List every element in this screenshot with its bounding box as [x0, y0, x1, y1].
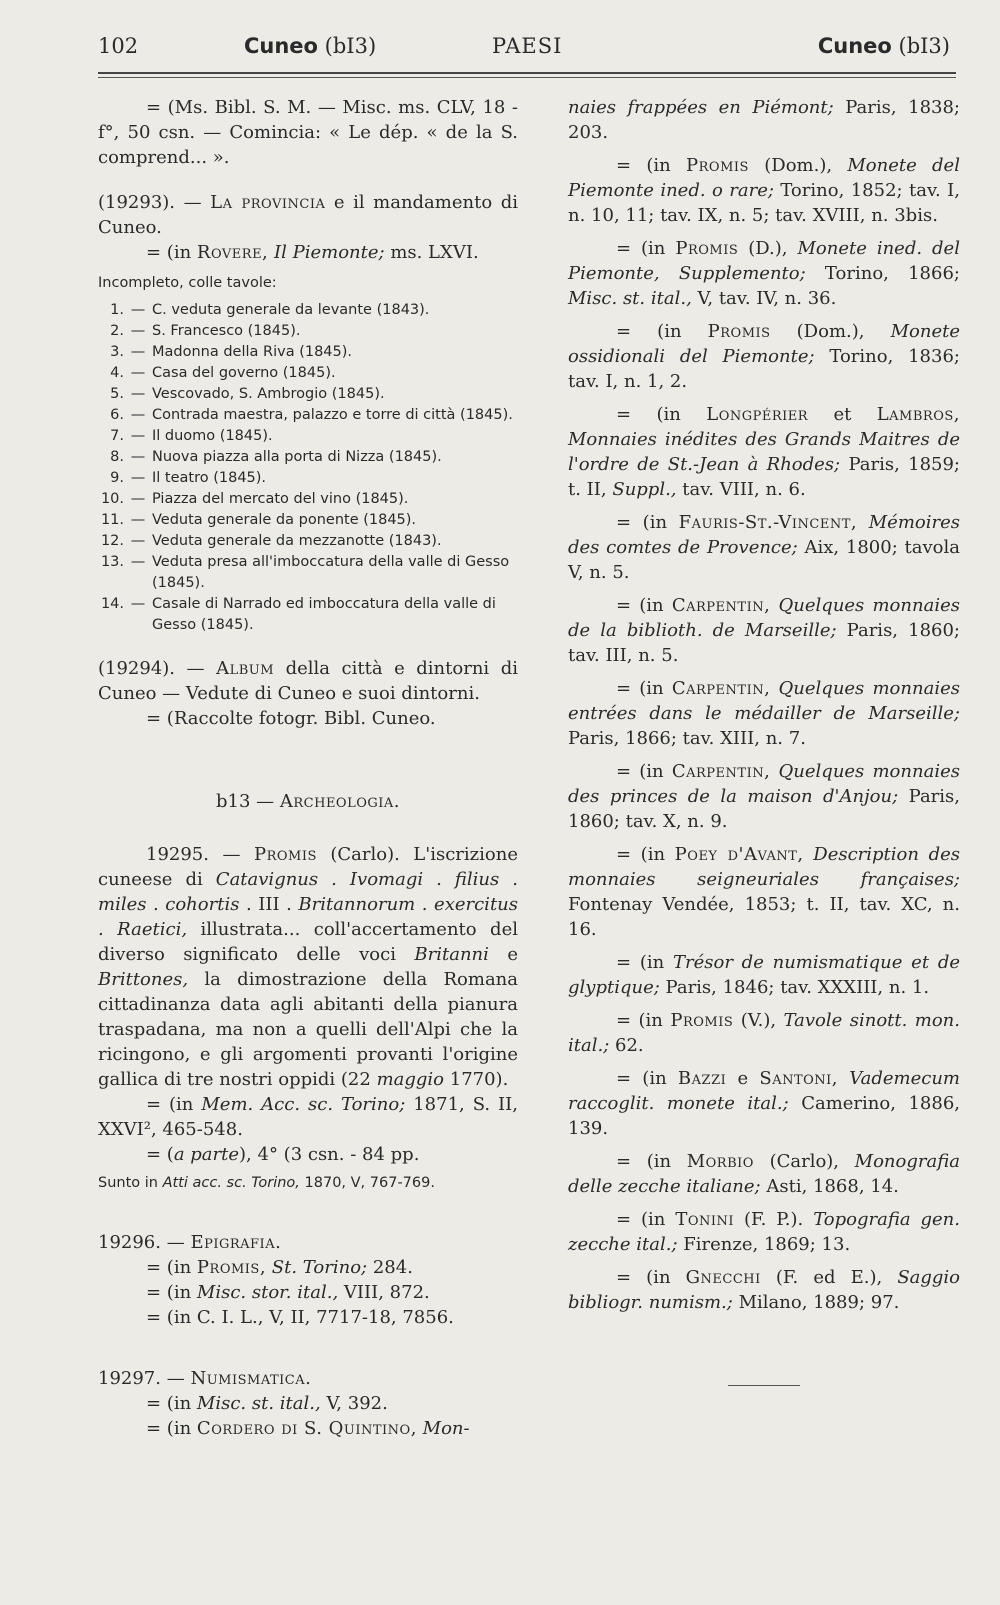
ref-title: Trésor de numismatique et de glyptique;	[568, 952, 960, 998]
ref-title: Saggio bibliogr. numism.;	[568, 1267, 961, 1313]
ref-prefix: = (in	[616, 404, 681, 425]
plate-number: 13.	[100, 554, 124, 570]
plate-dash: —	[130, 533, 146, 549]
header-right-code: (bI3)	[898, 34, 950, 58]
conjunction: e	[507, 944, 518, 965]
ref-initials: (Carlo),	[769, 1151, 840, 1172]
plate-title: Nuova piazza alla porta di Nizza (1845).	[152, 449, 442, 465]
plate-title: S. Francesco (1845).	[152, 323, 301, 339]
term-britanni: Britanni	[414, 944, 489, 965]
ref-prefix: = (in	[146, 1257, 192, 1278]
ref-title: Monete ossidionali del Piemonte;	[568, 321, 960, 367]
plate-item	[98, 531, 518, 552]
ref-initials: (F. P.).	[743, 1209, 804, 1230]
ref-suffix-2: V, tav. IV, n. 36.	[697, 288, 837, 309]
ref-prefix: = (	[146, 1144, 174, 1165]
ref-author: Rovere,	[196, 242, 269, 263]
entry-number: (19294). —	[98, 658, 205, 679]
ref-prefix: = (in	[616, 1010, 663, 1031]
entry-reference	[98, 1391, 518, 1416]
end-divider	[728, 1385, 800, 1386]
term-brittones: Brittones,	[98, 969, 189, 990]
ref-author: Promis,	[196, 1257, 267, 1278]
ref-prefix: = (in	[146, 242, 192, 263]
sunto-prefix: Sunto in	[98, 1175, 158, 1191]
continued-reference	[568, 95, 960, 145]
ref-suffix-2: tav. VIII, n. 6.	[682, 479, 806, 500]
ref-prefix: = (in	[616, 595, 664, 616]
plate-dash: —	[130, 302, 146, 318]
ref-prefix: = (in	[146, 1282, 192, 1303]
entry-19296	[98, 1230, 518, 1330]
entry-reference	[98, 1255, 518, 1280]
plate-dash: —	[130, 596, 146, 612]
left-column	[98, 95, 518, 1441]
plate-item	[98, 342, 518, 363]
entry-19293	[98, 190, 518, 636]
ref-suffix: Paris, 1866; tav. XIII, n. 7.	[568, 728, 806, 749]
plate-number: 3.	[110, 344, 124, 360]
ref-prefix: = (in	[616, 1209, 666, 1230]
plate-list	[98, 300, 518, 636]
entry-number: 19297. —	[98, 1368, 185, 1389]
plate-item	[98, 405, 518, 426]
ref-prefix: = (in	[616, 1151, 672, 1172]
entry-19294	[98, 656, 518, 731]
plate-item	[98, 594, 518, 636]
entry-number: 19296. —	[98, 1232, 185, 1253]
entry-heading	[98, 656, 518, 706]
header-left-place: Cuneo	[244, 34, 318, 58]
ref-suffix: 284.	[372, 1257, 413, 1278]
ref-suffix: 1871, S. II, XXVI², 465-548.	[98, 1094, 518, 1140]
entry-text: della città e dintorni di Cuneo — Vedute di Cuneo e suoi dintorni.	[98, 658, 518, 704]
entry-text: e il mandamento di Cuneo.	[98, 192, 518, 238]
ref-title: Description des monnaies seigneuriales françaises;	[568, 844, 960, 890]
ref-prefix: = (in	[146, 1393, 192, 1414]
entry-text-2: illustrata... coll'accertamento del diverso significato delle voci	[98, 919, 518, 965]
reference-fauris	[568, 510, 960, 585]
ref-prefix: = (in	[616, 761, 664, 782]
ref-suffix: Aix, 1800; tavola V, n. 5.	[568, 537, 960, 583]
sunto-title: Atti acc. sc. Torino,	[162, 1175, 300, 1191]
ref-title: Misc. stor. ital.,	[196, 1282, 339, 1303]
plate-number: 9.	[110, 470, 124, 486]
ref-prefix: = (in	[146, 1418, 192, 1439]
ref-suffix: ), 4° (3 csn. - 84 pp.	[239, 1144, 420, 1165]
entry-reference-2	[98, 1416, 518, 1441]
plate-number: 14.	[100, 596, 124, 612]
plate-item	[98, 426, 518, 447]
ref-prefix: = (in	[616, 238, 666, 259]
ref-title: Mem. Acc. sc. Torino;	[201, 1094, 406, 1115]
plate-title: Piazza del mercato del vino (1845).	[152, 491, 409, 507]
plate-dash: —	[130, 323, 146, 339]
entry-author: Promis	[253, 844, 317, 865]
ref-suffix: ms. LXVI.	[390, 242, 479, 263]
plate-title: Il teatro (1845).	[152, 470, 267, 486]
ref-suffix: Camerino, 1886, 139.	[568, 1093, 960, 1139]
plate-item	[98, 300, 518, 321]
entry-heading	[98, 190, 518, 240]
plate-number: 10.	[100, 491, 124, 507]
ref-author: Morbio	[686, 1151, 754, 1172]
plate-item	[98, 447, 518, 468]
plate-title: Casale di Narrado ed imboccatura della valle di Gesso (1845).	[152, 596, 496, 633]
ref-prefix: = (in	[616, 1267, 671, 1288]
running-header	[98, 34, 950, 74]
ref-title: Quelques monnaies entrées dans le médailler de Marseille;	[568, 678, 960, 724]
entry-reference-2	[98, 1280, 518, 1305]
entry-number: (19293). —	[98, 192, 202, 213]
ref-author: Tonini	[675, 1209, 735, 1230]
ref-title: Monete del Piemonte ined. o rare;	[568, 155, 960, 201]
ref-title: Quelques monnaies des princes de la maison d'Anjou;	[568, 761, 960, 807]
plate-number: 11.	[100, 512, 124, 528]
ref-prefix: = (in	[616, 844, 666, 865]
ref-title: Mon-	[422, 1418, 470, 1439]
reference-poey	[568, 842, 960, 942]
ref-suffix: Paris, 1846; tav. XXXIII, n. 1.	[665, 977, 930, 998]
reference-tresor	[568, 950, 960, 1000]
ref-author: Poey d'Avant,	[674, 844, 804, 865]
ref-author: Cordero di S. Quintino,	[196, 1418, 417, 1439]
right-column	[568, 95, 960, 1386]
header-rule	[98, 72, 956, 74]
ref-author: Gnecchi	[685, 1267, 761, 1288]
plate-title: Veduta presa all'imboccatura della valle di Gesso (1845).	[152, 554, 510, 591]
plate-title: Vescovado, S. Ambrogio (1845).	[152, 386, 385, 402]
reference-bazzi	[568, 1066, 960, 1141]
ref-initials: (D.),	[748, 238, 788, 259]
ref-title: Mémoires des comtes de Provence;	[568, 512, 960, 558]
plate-title: Contrada maestra, palazzo e torre di città (1845).	[152, 407, 513, 423]
plate-title: Veduta generale da mezzanotte (1843).	[152, 533, 442, 549]
reference-promis-1836	[568, 319, 960, 394]
plate-item	[98, 384, 518, 405]
ref-suffix: Paris, 1860; tav. X, n. 9.	[568, 786, 960, 832]
plate-title: Il duomo (1845).	[152, 428, 273, 444]
year: 1770).	[449, 1069, 509, 1090]
ref-suppl: Suppl.,	[612, 479, 677, 500]
header-left-code: (bI3)	[324, 34, 377, 58]
month: maggio	[376, 1069, 445, 1090]
plate-title: Veduta generale da ponente (1845).	[152, 512, 417, 528]
entry-text: (Carlo). L'iscrizione cuneese di	[98, 844, 518, 890]
ref-prefix: = (in	[616, 321, 682, 342]
ref-title: Topografia gen. zecche ital.;	[568, 1209, 960, 1255]
plate-number: 12.	[100, 533, 124, 549]
plate-title: Casa del governo (1845).	[152, 365, 336, 381]
ref-author-2: Lambros,	[876, 404, 960, 425]
ref-author: Promis	[707, 321, 771, 342]
ref-suffix: VIII, 872.	[343, 1282, 430, 1303]
ref-title: St. Torino;	[271, 1257, 368, 1278]
plate-item	[98, 321, 518, 342]
plate-dash: —	[130, 491, 146, 507]
ref-prefix: = (in	[616, 952, 665, 973]
reference-longperier	[568, 402, 960, 502]
ref-author: Promis	[675, 238, 739, 259]
entry-title: La provincia	[210, 192, 326, 213]
plate-item	[98, 552, 518, 594]
section-title: Archeologia.	[279, 791, 401, 812]
ref-author: Promis	[670, 1010, 734, 1031]
entry-reference	[98, 240, 518, 265]
ref-title: Misc. st. ital.,	[196, 1393, 321, 1414]
header-center: PAESI	[492, 34, 563, 58]
ref-initials: (Dom.),	[796, 321, 865, 342]
plate-dash: —	[130, 386, 146, 402]
ref-author: Fauris-St.-Vincent,	[678, 512, 858, 533]
plate-dash: —	[130, 344, 146, 360]
ref-prefix: = (in	[616, 155, 671, 176]
plate-number: 1.	[110, 302, 124, 318]
ref-title: Vademecum raccoglit. monete ital.;	[568, 1068, 960, 1114]
ref-author: Bazzi	[677, 1068, 727, 1089]
ref-title: Monografia delle zecche italiane;	[568, 1151, 960, 1197]
entry-19297	[98, 1366, 518, 1441]
entry-title: Numismatica.	[190, 1368, 312, 1389]
ref-author: Carpentin,	[671, 678, 771, 699]
header-rule-thin	[98, 77, 956, 78]
ref-prefix: = (in	[616, 1068, 667, 1089]
entry-title: Epigrafia.	[190, 1232, 282, 1253]
entry-reference	[98, 1092, 518, 1142]
reference-gnecchi	[568, 1265, 960, 1315]
entry-heading	[98, 1366, 518, 1391]
ref-author-2: Santoni,	[759, 1068, 839, 1089]
entry-number: 19295. —	[146, 844, 241, 865]
reference-carpentin-anjou	[568, 759, 960, 834]
plate-number: 7.	[110, 428, 124, 444]
ref-suffix: 62.	[615, 1035, 644, 1056]
inscription-mid: . III .	[246, 894, 292, 915]
ref-suffix: Torino, 1852; tav. I, n. 10, 11; tav. IX, n. 5; tav. XVIII, n. 3bis.	[568, 180, 960, 226]
plate-item	[98, 510, 518, 531]
ref-suffix: Firenze, 1869; 13.	[683, 1234, 851, 1255]
plate-dash: —	[130, 512, 146, 528]
ref-suffix: Fontenay Vendée, 1853; t. II, tav. XC, n. 16.	[568, 894, 960, 940]
ref-author: Carpentin,	[671, 595, 771, 616]
plate-title: C. veduta generale da levante (1843).	[152, 302, 430, 318]
reference-morbio	[568, 1149, 960, 1199]
section-code: b13 —	[215, 791, 275, 812]
entry-19295	[98, 842, 518, 1194]
reference-promis-v	[568, 1008, 960, 1058]
ref-title: Monnaies inédites des Grands Maitres de l'ordre de St.-Jean à Rhodes;	[568, 429, 960, 475]
plate-dash: —	[130, 449, 146, 465]
entry-sunto	[98, 1173, 518, 1194]
ref-suffix: Torino, 1836; tav. I, n. 1, 2.	[568, 346, 960, 392]
plate-dash: —	[130, 428, 146, 444]
ref-author: Carpentin,	[671, 761, 771, 782]
ref-title-2: Misc. st. ital.,	[568, 288, 692, 309]
entry-reference-2	[98, 1142, 518, 1167]
ref-initials: (V.),	[740, 1010, 777, 1031]
inscription-text: Catavignus . Ivomagi . filius . miles . cohortis	[98, 869, 518, 915]
conjunction: e	[737, 1068, 749, 1089]
ref-title: Tavole sinott. mon. ital.;	[568, 1010, 960, 1056]
reference-tonini	[568, 1207, 960, 1257]
ref-author: Longpérier	[706, 404, 809, 425]
header-left	[244, 34, 376, 58]
ref-title: Quelques monnaies de la biblioth. de Marseille;	[568, 595, 960, 641]
entry-reference-3: = (in C. I. L., V, II, 7717-18, 7856.	[146, 1307, 454, 1328]
ref-suffix: Paris, 1860; tav. III, n. 5.	[568, 620, 960, 666]
ref-initials: (F. ed E.),	[775, 1267, 883, 1288]
reference-promis-1852	[568, 153, 960, 228]
page-number: 102	[98, 34, 139, 58]
reference-promis-1866	[568, 236, 960, 311]
entry-reference: = (Raccolte fotogr. Bibl. Cuneo.	[146, 708, 436, 729]
inscription-text-2: Britannorum . exercitus . Raetici,	[98, 894, 519, 940]
entry-heading	[98, 842, 518, 1092]
ref-title: a parte	[173, 1144, 240, 1165]
section-heading	[98, 791, 518, 812]
ref-suffix: V, 392.	[326, 1393, 388, 1414]
plate-number: 2.	[110, 323, 124, 339]
reference-carpentin-1866	[568, 676, 960, 751]
sunto-suffix: 1870, V, 767-769.	[304, 1175, 435, 1191]
header-right	[818, 34, 950, 58]
ref-suffix: Paris, 1859; t. II,	[568, 454, 960, 500]
continued-entry: = (Ms. Bibl. S. M. — Misc. ms. CLV, 18 - f°, 50 csn. — Comincia: « Le dép. « de la S. comprend... ».	[98, 97, 518, 168]
plate-number: 6.	[110, 407, 124, 423]
entry-note: Incompleto, colle tavole:	[98, 275, 277, 291]
plate-number: 5.	[110, 386, 124, 402]
plate-item	[98, 363, 518, 384]
ref-title: Monete ined. del Piemonte, Supplemento;	[568, 238, 960, 284]
plate-title: Madonna della Riva (1845).	[152, 344, 353, 360]
ref-prefix: = (in	[616, 678, 664, 699]
ref-title: naies frappées en Piémont;	[568, 97, 834, 118]
ref-initials: (Dom.),	[764, 155, 833, 176]
entry-title: Album	[216, 658, 275, 679]
plate-item	[98, 468, 518, 489]
ref-author: Promis	[686, 155, 749, 176]
conjunction: et	[833, 404, 852, 425]
plate-dash: —	[130, 407, 146, 423]
entry-text-3: la dimostrazione della Romana cittadinanza data agli abitanti della pianura traspadana, ma non a quelli dell'Alpi che la ricingono, e gli argomenti provanti l'origine gallica di tre nostri oppidi (22	[98, 969, 518, 1090]
entry-heading	[98, 1230, 518, 1255]
ref-suffix: Torino, 1866;	[824, 263, 960, 284]
ref-suffix: Asti, 1868, 14.	[766, 1176, 899, 1197]
plate-dash: —	[130, 554, 146, 570]
plate-number: 8.	[110, 449, 124, 465]
plate-number: 4.	[110, 365, 124, 381]
plate-item	[98, 489, 518, 510]
ref-prefix: = (in	[146, 1094, 194, 1115]
ref-prefix: = (in	[616, 512, 668, 533]
header-right-place: Cuneo	[817, 34, 892, 58]
ref-suffix: Milano, 1889; 97.	[738, 1292, 900, 1313]
plate-dash: —	[130, 365, 146, 381]
ref-suffix: Paris, 1838; 203.	[568, 97, 960, 143]
plate-dash: —	[130, 470, 146, 486]
ref-title: Il Piemonte;	[274, 242, 385, 263]
reference-carpentin-1860	[568, 593, 960, 668]
